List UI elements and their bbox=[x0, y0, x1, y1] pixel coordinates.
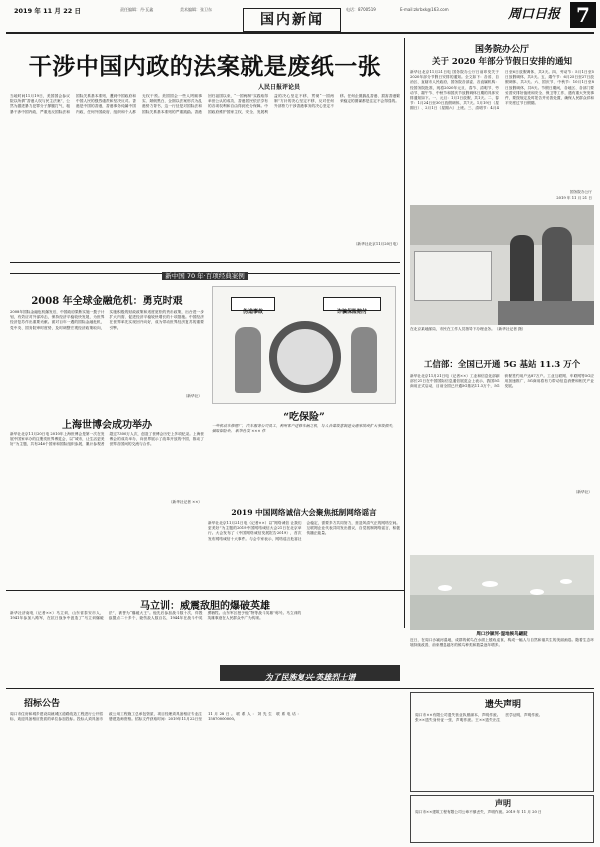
fiveg-credit: （新华社） bbox=[573, 490, 592, 494]
mid-rule bbox=[6, 590, 404, 591]
recruit-body: 周口市住房和城乡建设局就城区道路改造工程进行公开招标，欢迎具备相应资质的单位参加投标。投标人须具备市政公用工程施工总承包资质，项目经理须具备相应专业注册建造师资格。招标文件获取时间：2019年11月22日至11月28日。联系人：刘先生 联系电话：15870000000。 bbox=[10, 712, 301, 722]
birds-water bbox=[410, 595, 594, 630]
expo-headline: 上海世博会成功举办 bbox=[62, 420, 152, 431]
cartoon-wheel bbox=[269, 321, 341, 393]
lost-body: 周口市××有限公司遗失营业执照副本，声明作废。张××遗失身份证一张，声明作废。王××遗失出生医学证明，声明作废。 bbox=[415, 713, 543, 723]
cartoon-title: “吃保险” bbox=[283, 412, 325, 423]
header-phone: 电话：8700519 bbox=[346, 7, 376, 12]
cartoon-panel bbox=[208, 282, 400, 482]
birds-photo bbox=[410, 555, 594, 630]
cartoon-sign-left-text: 伪造事故 bbox=[242, 309, 263, 315]
cartoon-sign-right-text: 诈骗保险赔付 bbox=[336, 309, 367, 315]
series-banner bbox=[10, 262, 400, 280]
bird-4 bbox=[560, 579, 572, 584]
finance-article bbox=[10, 280, 204, 410]
cartoon-figure-left bbox=[235, 327, 261, 393]
fiveg-headline: 工信部：全国已开通 5G 基站 11.3 万个 bbox=[423, 360, 581, 370]
cartoon-sign-right bbox=[323, 297, 381, 315]
photo-sign bbox=[414, 251, 492, 301]
cartoon-drawing bbox=[212, 286, 396, 404]
bird-1 bbox=[438, 585, 452, 591]
lead-body: 当地时间11月19日，美国国会参议院以所谓“香港人权与民主法案”，公然为激进暴力犯罪分子撑腰打气，粗暴干涉中国内政，严重违反国际法和国际关系基本准则，遭到中国政府和中国人民的强烈谴责和坚决反对。香港是中国的香港，香港事务纯属中国内政，任何外国政府、组织和个人都无权干预。美国国会一些人罔顾事实、颠倒黑白，企图以法案形式为乱港势力背书，这一行径是对国际法和国际关系基本准则的严重践踏。香港回归祖国以来，“一国两制”实践取得举世公认的成功，香港居民依法享有的各项权利和自由得到充分保障。中国政府维护国家主权、安全、发展利益的决心坚定不移，贯彻“一国两制”方针的决心坚定不移，反对任何外部势力干涉香港事务的决心坚定不移。任何企图搞乱香港、损害香港繁荣稳定的图谋都是注定不会得逞的。 bbox=[10, 94, 400, 114]
header-email: E-mail:zkrbxk@163.com bbox=[400, 7, 449, 12]
cyber-body: 新华社北京11月21日电（记者××）以“网络诚信 让我们更美好”为主题的2019中国网络诚信大会21日在北京举行。大会发布了《中国网络诚信发展报告2019》，首次发布网络诚信十大事件。与会专家表示，网络谣言危害社会稳定，需要多方共同努力，营造风清气正的网络空间。互联网企业代表共同发出倡议，自觉抵制网络谣言，积极传播正能量。 bbox=[208, 521, 400, 541]
expo-article bbox=[10, 412, 204, 508]
birds-body: 近日，在周口沙颍河湿地，成群的候鸟在水面上嬉戏觅食，构成一幅人与自然和谐共生的美丽画卷。随着生态环境持续改善，前来栖息越冬的候鸟种类和数量逐年增多。 bbox=[410, 638, 594, 648]
expo-body: 新华社北京11月20日电 2010年上海世博会是第一次在发展中国家举办的注册类世界博览会，以“城市，让生活更美好”为主题，共有246个国家和国际组织参展，累计参观者超过7300万人次，创造了世博会历史上多项纪录。上海世博会的成功举办，向世界展示了改革开放的中国，推动了世界各国间的交流与合作。 bbox=[10, 432, 204, 447]
fiveg-article bbox=[410, 352, 594, 502]
hero-article bbox=[10, 595, 400, 685]
notice-subheadline: 关于 2020 年部分节假日安排的通知 bbox=[431, 57, 573, 67]
finance-credit: （新华社） bbox=[183, 394, 202, 398]
page-header bbox=[0, 0, 600, 34]
header-rule bbox=[6, 32, 594, 34]
hero-headline: 马立训：威震敌胆的爆破英雄 bbox=[140, 601, 270, 612]
recruit-title: 招标公告 bbox=[24, 699, 61, 709]
bottom-rule bbox=[6, 688, 594, 689]
paper-name: 周口日报 bbox=[508, 7, 561, 22]
lead-article bbox=[10, 40, 400, 255]
lost-title: 遗失声明 bbox=[484, 700, 521, 710]
fiveg-body: 新华社北京11月21日电（记者××）工业和信息化部副部长21日在中国国际信息通信展览会上表示，我国5G商用正式启动，目前全国已开通5G基站11.3万个，5G套餐签约用户达87万户。工业互联网、车联网等5G应用加速推广，5G商用将有力带动信息消费和相关产业发展。 bbox=[410, 374, 594, 389]
header-editor: 责任编辑：丹·瓦鑫 bbox=[120, 7, 154, 12]
birds-caption: 周口沙颍河·湿地候鸟翩跹 bbox=[476, 632, 528, 637]
finance-body: 2008年国际金融危机爆发后，中国政府果断实施一揽子计划，有效应对外部冲击，保持经济平稳较快发展，为世界经济复苏作出重要贡献。面对百年一遇的国际金融危机，党中央、国务院审时度势，及时调整宏观经济政策取向，实施积极的财政政策和适度宽松的货币政策，出台进一步扩大内需、促进经济平稳较快增长的十项措施。中国经济在世界率先实现回升向好，成为带动世界经济复苏的重要引擎。 bbox=[10, 310, 204, 330]
section-title bbox=[243, 8, 341, 32]
lead-credit: （新华社北京11月20日电） bbox=[353, 242, 400, 246]
notice-signature: 国务院办公厅 bbox=[569, 190, 592, 194]
finance-headline: 2008 年全球金融危机：勇克时艰 bbox=[31, 296, 183, 307]
notice-headline: 国务院办公厅 bbox=[474, 45, 529, 55]
header-date: 2019 年 11 月 22 日 bbox=[14, 7, 81, 15]
hero-body: 新华社济南电（记者××）马立训，山东省泰安市人，1941年参加八路军，在抗日战争中创造了“马立训爆破法”，被誉为“爆破大王”。他先后参加战斗数十次，炸毁敌据点二十多个，毙伤敌人数百名，1944年在战斗中英勇牺牲。山东军区授予他“特等战斗英雄”称号。马立训的英雄事迹在人民群众中广为传颂。 bbox=[10, 611, 302, 621]
recruit-ad bbox=[10, 692, 400, 842]
cartoon-sign-left bbox=[231, 297, 275, 315]
notice-ad-title: 声明 bbox=[495, 798, 511, 808]
series-banner-text: 新中国 70 年·百项经典案例 bbox=[162, 272, 247, 280]
notice-body: 新华社北京11月21日电 国务院办公厅日前印发关于2020年部分节假日安排的通知。全文如下：各省、自治区、直辖市人民政府，国务院各部委、各直属机构：经国务院批准，现将2020年元旦、春节、清明节、劳动节、端午节、中秋节和国庆节放假调休日期的具体安排通知如下。一、元旦：1月1日放假，共1天。二、春节：1月24日至30日放假调休，共7天。1月19日（星期日）、2月1日（星期六）上班。三、清明节：4月4日至6日放假调休，共3天。四、劳动节：5月1日至5日放假调休，共5天。五、端午节：6月25日至27日放假调休，共3天。六、国庆节、中秋节：10月1日至8日放假调休，共8天。节假日期间，各地区、各部门要妥善安排好值班和安全、保卫等工作，遇有重大突发事件，要按规定及时报告并妥善处置，确保人民群众祥和平安度过节日假期。 bbox=[410, 70, 594, 111]
notice-ad bbox=[410, 795, 594, 843]
post-office-photo bbox=[410, 205, 594, 325]
page-number bbox=[570, 2, 596, 28]
page-number-text: 7 bbox=[576, 3, 590, 27]
post-office-caption: 在北京某地邮局，市民在工作人员指导下办理业务。（新华社记者 摄） bbox=[410, 327, 526, 331]
notice-ad-body: 周口市××建筑工程有限公司公章不慎丢失，声明作废。2019 年 11 月 20 日 bbox=[415, 810, 542, 814]
hero-banner-text: 为了民族复兴·英雄烈士谱 bbox=[264, 672, 356, 682]
bird-2 bbox=[482, 581, 498, 587]
photo-counter bbox=[498, 301, 594, 325]
section-title-text: 国内新闻 bbox=[260, 12, 324, 28]
hero-banner bbox=[220, 665, 400, 681]
header-designer: 美术编辑：张卫东 bbox=[180, 7, 212, 12]
lead-byline: 人民日报评论员 bbox=[257, 84, 300, 91]
expo-credit: （新华社记者 ××） bbox=[168, 500, 202, 504]
cartoon-figure-right bbox=[351, 327, 377, 393]
holiday-notice bbox=[410, 40, 594, 215]
notice-sig-date: 2019 年 11 月 21 日 bbox=[556, 196, 592, 200]
column-divider-top bbox=[404, 38, 405, 628]
cyber-headline: 2019 中国网络诚信大会聚焦抵制网络谣言 bbox=[231, 508, 377, 517]
lost-ad bbox=[410, 692, 594, 792]
lead-headline: 干涉中国内政的法案就是废纸一张 bbox=[28, 53, 382, 80]
cyber-article bbox=[208, 485, 400, 595]
bird-3 bbox=[530, 589, 544, 595]
cartoon-caption: 一些机动车修理厂、汽车服务公司员工，利用客户送修车辆之机，与人合谋故意制造交通事故或扩大事故损失，骗取保险金。 新华社发 ××× 作 bbox=[212, 424, 396, 434]
